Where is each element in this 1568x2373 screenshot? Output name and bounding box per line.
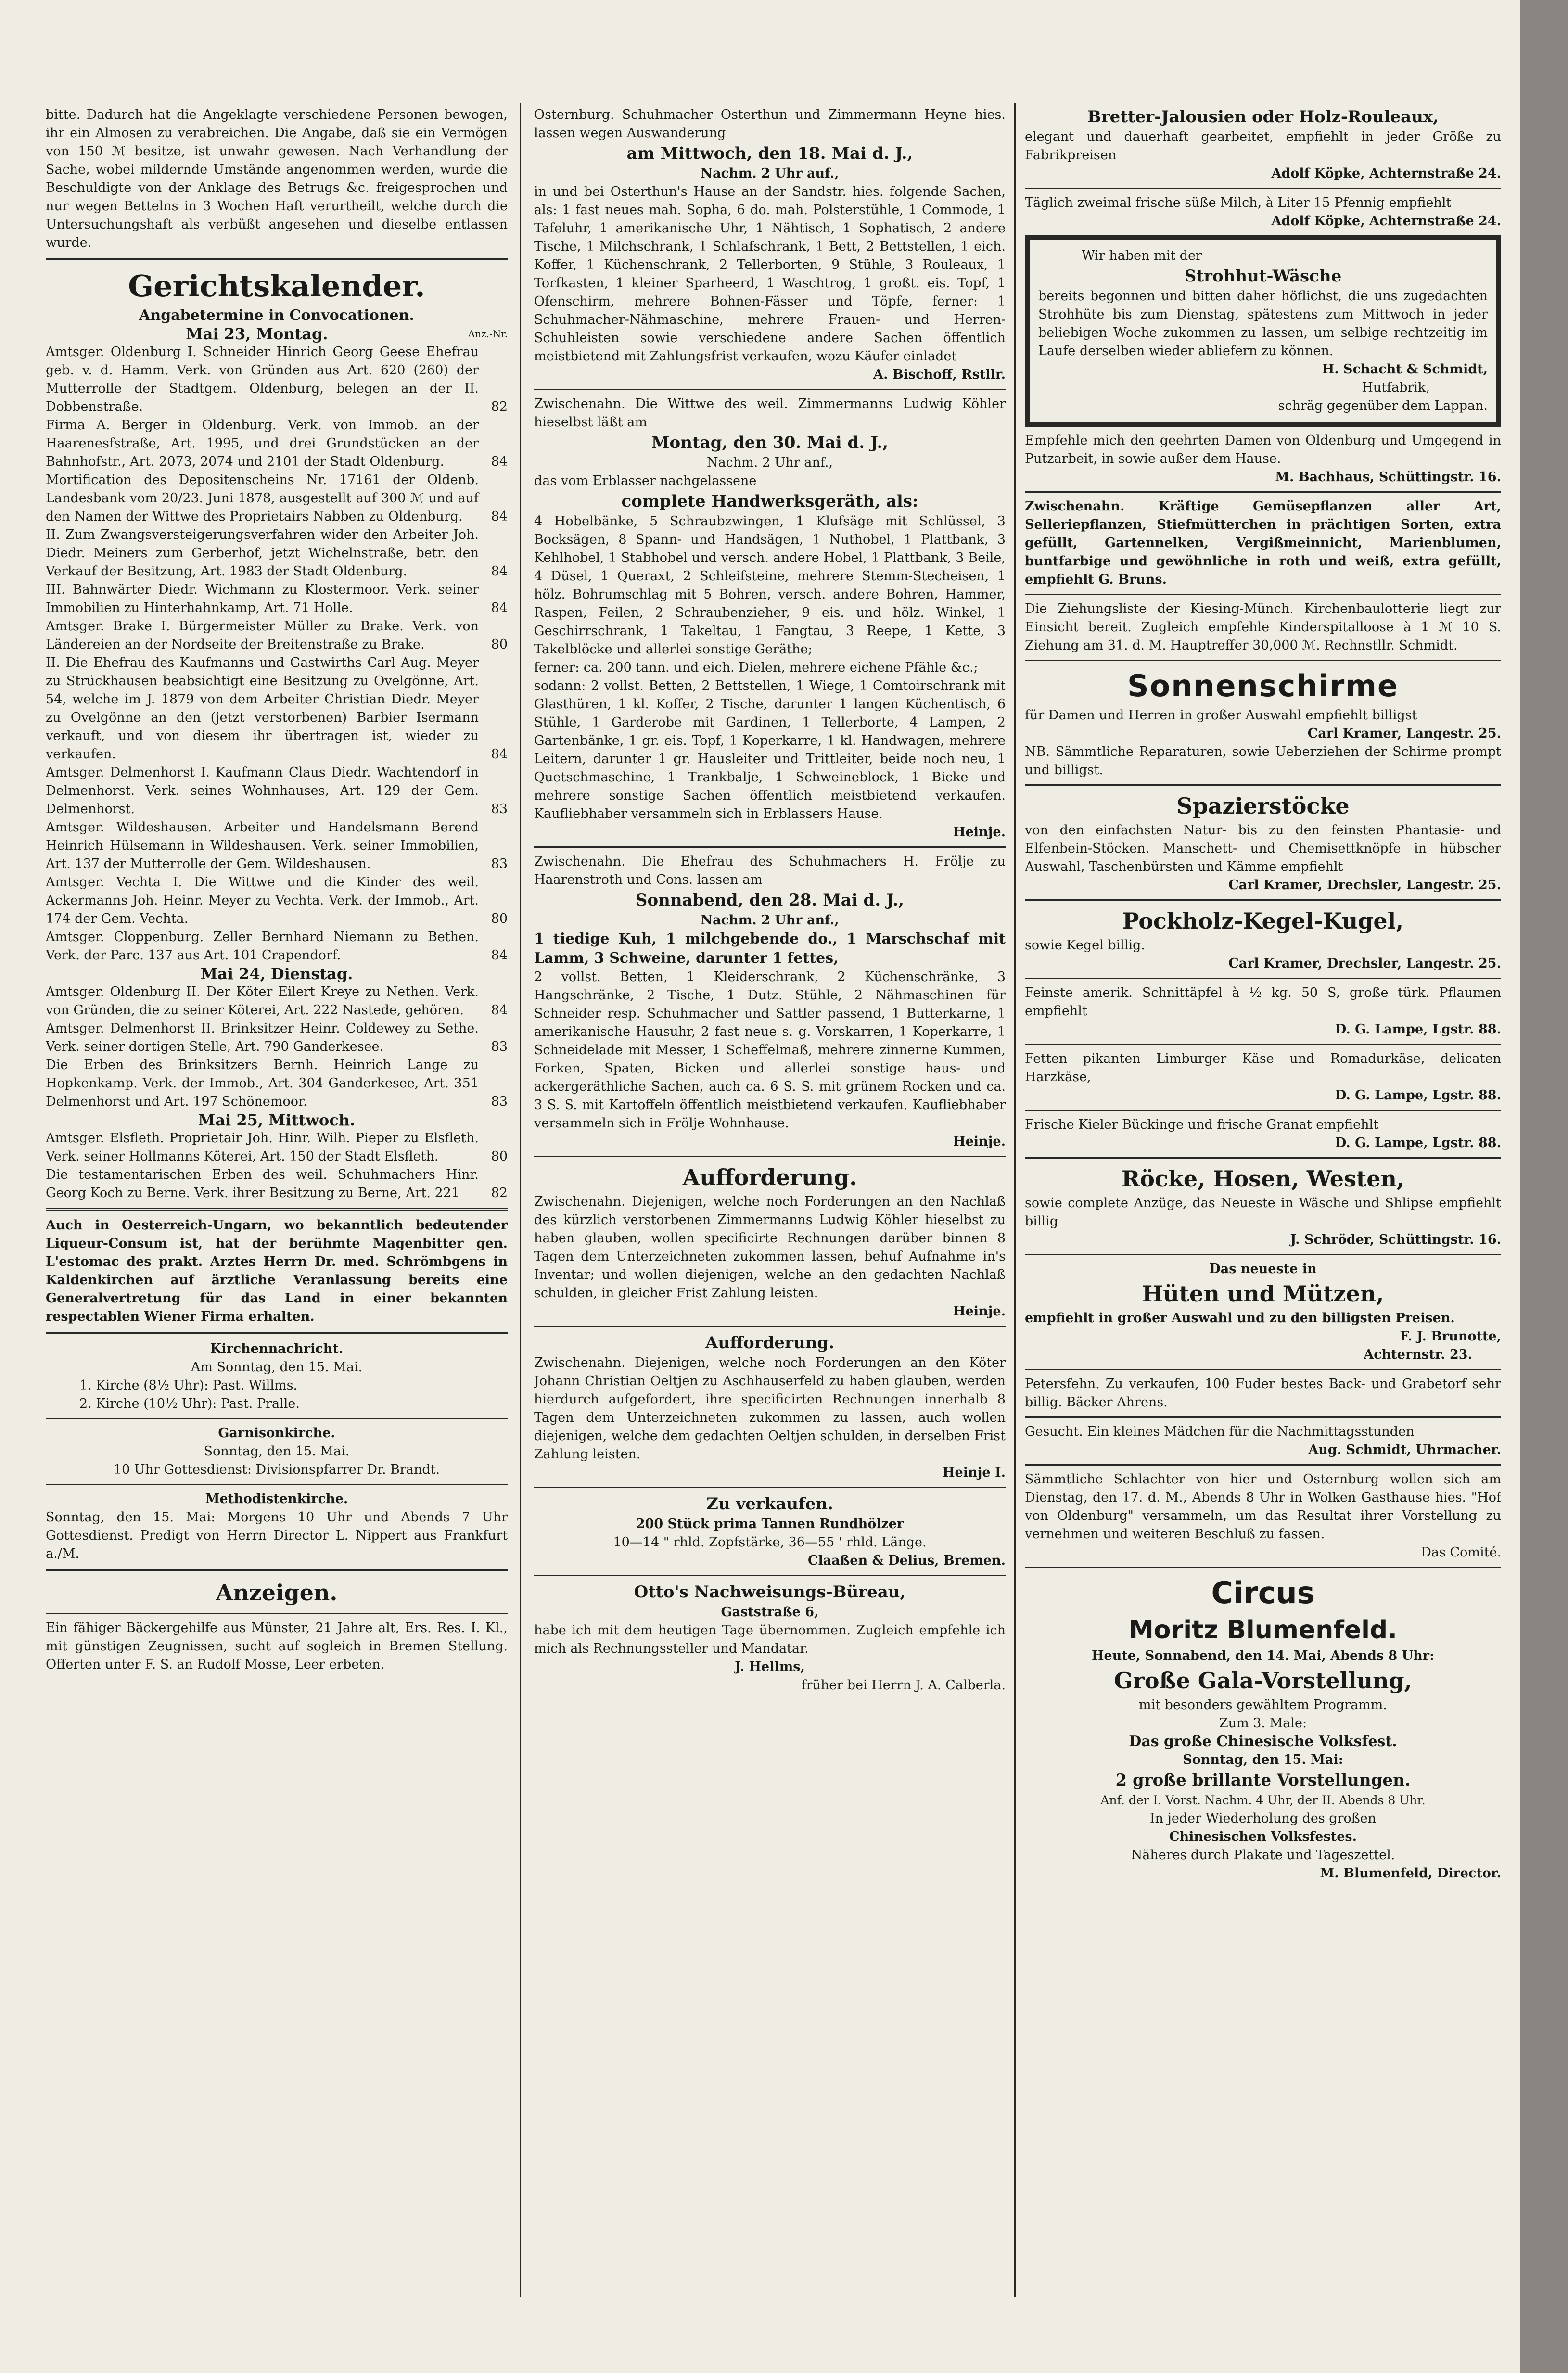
gk-entry bbox=[46, 526, 508, 581]
gk-list bbox=[46, 343, 508, 965]
gk-entry-number: 84 bbox=[491, 600, 508, 615]
divider bbox=[1025, 1416, 1501, 1418]
circus-prog: mit besonders gewähltem Programm. bbox=[1139, 1697, 1387, 1712]
method-title: Methodistenkirche. bbox=[205, 1492, 348, 1506]
auff2-sign: Heinje I. bbox=[943, 1465, 1006, 1480]
gemuese-body: Zwischenahn. Kräftige Gemüsepflanzen aller Art, Selleriepflanzen, Stiefmütterchen in prächtigen Sorten, extra gefüllt, Gartennelken, Vergißmeinnicht, Marienblumen, buntfarbige und gewöhnliche in roth und weiß, extra gefüllt, empfiehlt G. Bruns. bbox=[1025, 499, 1501, 587]
divider bbox=[534, 389, 1006, 390]
divider bbox=[1025, 1157, 1501, 1159]
gk-entry-text: Firma A. Berger in Oldenburg. Verk. von Immob. an der Haarenesfstraße, Art. 1995, und drei Grundstücken an der Bahnhofstr., Art. 2073, 2074 und 2101 der Stadt Oldenburg. bbox=[46, 418, 479, 469]
ost-body: in und bei Osterthun's Hause an der Sandstr. hies. folgende Sachen, als: 1 fast neues mah. Sopha, 6 do. mah. Polsterstühle, 1 Commode, 1 Tafeluhr, 1 amerikanische Uhr, 1 Nähtisch, 1 Sophatisch, 2 andere Tische, 1 Milchschrank, 1 Schlafschrank, 1 Bett, 2 Bettstellen, 1 eich. Koffer, 1 Küchenschrank, 2 Tellerborten, 9 Stühle, 3 Rouleaux, 1 Torfkasten, 1 kleiner Sparheerd, 1 Waschtrog, 1 großt. eis. Topf, 1 Ofenschirm, mehrere Bohnen-Fässer und Töpfe, ferner: 1 Schuhmacher-Nähmaschine, mehrere Frauen- und Herren-Schuhleisten sowie verschiedene andere Sachen öffentlich meistbietend mit Zahlungsfrist verkaufen, wozu Käufer einladet bbox=[534, 184, 1006, 364]
divider bbox=[1025, 491, 1501, 493]
gk-entry bbox=[46, 1166, 508, 1202]
column-rule bbox=[1014, 103, 1016, 2297]
divider bbox=[534, 1487, 1006, 1488]
gk-entry-text: II. Die Ehefrau des Kaufmanns und Gastwirths Carl Aug. Meyer zu Strückhausen beabsichtigt eine Besitzung zu Ovelgönne, Art. 54, welche im J. 1879 von dem Arbeiter Christian Diedr. Meyer zu Ovelgönne an den (jetzt verstorbenen) Barbier Isermann verkauft, und von diesem ihr übertragen ist, wieder zu verkaufen. bbox=[46, 655, 479, 762]
divider bbox=[534, 1156, 1006, 1157]
gk-entry-text: Amtsger. Oldenburg II. Der Köter Eilert Kreye zu Nethen. Verk. von Gründen, die zu seiner Köterei, Art. 222 Nastede, gehören. bbox=[46, 984, 479, 1018]
circus-chin: Chinesischen Volksfestes. bbox=[1169, 1829, 1357, 1844]
gk-entry-text: Amtsger. Delmenhorst II. Brinksitzer Heinr. Coldewey zu Sethe. Verk. seiner dortigen Stelle, Art. 790 Ganderkesee. bbox=[46, 1021, 479, 1054]
kirchen-line: Am Sonntag, den 15. Mai. bbox=[191, 1360, 363, 1375]
garnison-line: Sonntag, den 15. Mai. bbox=[204, 1444, 350, 1459]
otto-sign2: früher bei Herrn J. A. Calberla. bbox=[801, 1678, 1006, 1693]
apfel-sign: D. G. Lampe, Lgstr. 88. bbox=[1335, 1022, 1501, 1037]
zw2-text: Zwischenahn. Die Ehefrau des Schuhmachers H. Frölje zu Haarenstroth und Cons. lassen am bbox=[534, 854, 1006, 887]
zw1-sign: Heinje. bbox=[953, 825, 1006, 840]
intro-paragraph: bitte. Dadurch hat die Angeklagte verschiedene Personen bewogen, ihr ein Almosen zu verabreichen. Die Angabe, daß sie ein Vermögen von 150 ℳ besitze, ist unwahr gewesen. Nach Verhandlung der Sache, wobei mildernde Umstände angenommen werden, wurde die Beschuldigte von der Anklage des Betrugs &c. freigesprochen und nur wegen Bettelns in 3 Wochen Haft verurtheilt, welche durch die Untersuchungshaft als verbüßt angesehen und dieselbe entlassen wurde. bbox=[46, 107, 508, 250]
sonnen-title: Sonnenschirme bbox=[1127, 668, 1399, 703]
verk-line: 10—14 " rhld. Zopfstärke, 36—55 ' rhld. Länge. bbox=[613, 1535, 927, 1550]
stroh-title: Strohhut-Wäsche bbox=[1184, 267, 1342, 286]
gk-entry-number: 83 bbox=[491, 802, 508, 817]
divider bbox=[1025, 1254, 1501, 1255]
verk-title: Zu verkaufen. bbox=[706, 1494, 833, 1514]
kaese-body: Fetten pikanten Limburger Käse und Romadurkäse, delicaten Harzkäse, bbox=[1025, 1051, 1501, 1084]
circus-sign: M. Blumenfeld, Director. bbox=[1320, 1866, 1501, 1881]
gk-entry bbox=[46, 983, 508, 1020]
gk-entry-number: 84 bbox=[491, 454, 508, 469]
spazier-title: Spazierstöcke bbox=[1176, 793, 1350, 819]
ost-date: am Mittwoch, den 18. Mai d. J., bbox=[626, 144, 913, 163]
schlachter-sign: Das Comité. bbox=[1421, 1545, 1501, 1560]
column-1 bbox=[46, 106, 508, 2362]
hueten-title: Hüten und Mützen, bbox=[1142, 1281, 1384, 1307]
spazier-body: von den einfachsten Natur- bis zu den feinsten Phantasie- und Elfenbein-Stöcken. Manschett- und Chemisettknöpfe in hübscher Auswahl, Taschenbürsten und Kämme empfiehlt bbox=[1025, 823, 1501, 874]
auff2-title: Aufforderung. bbox=[705, 1333, 834, 1352]
gk-entry bbox=[46, 343, 508, 416]
ost-time: Nachm. 2 Uhr auf., bbox=[701, 166, 839, 181]
stroh-intro: Wir haben mit der bbox=[1082, 248, 1202, 263]
hueten-body: empfiehlt in großer Auswahl und zu den billigsten Preisen. bbox=[1025, 1311, 1455, 1326]
gk-entry-text: Amtsger. Oldenburg I. Schneider Hinrich Georg Geese Ehefrau geb. v. d. Hamm. Verk. von Gründen aus Art. 620 (260) der Mutterrolle der Stadtgem. Oldenburg, belegen an der II. Dobbenstraße. bbox=[46, 344, 479, 414]
gk-entry-text: III. Bahnwärter Diedr. Wichmann zu Klostermoor. Verk. seiner Immobilien zu Hinterhahnkamp, Art. 71 Holle. bbox=[46, 582, 479, 615]
garnison-line: 10 Uhr Gottesdienst: Divisionspfarrer Dr. Brandt. bbox=[113, 1462, 440, 1477]
gk-entry-number: 80 bbox=[491, 911, 508, 926]
zw2-time: Nachm. 2 Uhr anf., bbox=[701, 913, 839, 928]
gk-list bbox=[46, 983, 508, 1111]
column-2 bbox=[534, 106, 1006, 2362]
gesucht-body: Gesucht. Ein kleines Mädchen für die Nachmittagsstunden bbox=[1025, 1424, 1415, 1439]
gk-entry-text: Amtsger. Delmenhorst I. Kaufmann Claus Diedr. Wachtendorf in Delmenhorst. Verk. seines Wohnhauses, Art. 129 der Gem. Delmenhorst. bbox=[46, 765, 479, 817]
stroh-sign: H. Schacht & Schmidt, bbox=[1322, 362, 1488, 377]
lotto-body: Die Ziehungsliste der Kiesing-Münch. Kirchenbaulotterie liegt zur Einsicht bereit. Zugleich empfehle Kinderspitalloose à 1 ℳ 10 S. Ziehung am 31. d. M. Hauptreffer 30,000 ℳ. Rechnstllr. Schmidt. bbox=[1025, 601, 1501, 653]
gk-date: Mai 24, Dienstag. bbox=[200, 965, 353, 983]
circus-sunday: Sonntag, den 15. Mai: bbox=[1183, 1752, 1343, 1767]
otto-body: habe ich mit dem heutigen Tage übernommen. Zugleich empfehle ich mich als Rechnungssteller und Mandatar. bbox=[534, 1623, 1006, 1656]
zw2-body: 2 vollst. Betten, 1 Kleiderschrank, 2 Küchenschränke, 3 Hangschränke, 2 Tische, 1 Dutz. Stühle, 2 Nähmaschinen für Schneider resp. Schuhmacher und Sattler passend, 1 Butterkarne, 1 amerikanische Hausuhr, 2 fast neue s. g. Vorskarren, 1 Koperkarre, 1 Schneidelade mit Messer, 1 Scheffelmaß, mehrere zinnerne Kummen, Forken, Spaten, Bicken und allerlei sonstige haus- und ackergeräthliche Sachen, auch ca. 6 S. S. mit grünem Rocken und ca. 3 S. S. mit Kartoffeln öffentlich meistbietend verkaufen. Kaufliebhaber versammeln sich in Frölje Wohnhause. bbox=[534, 970, 1006, 1131]
sonnen-nb: NB. Sämmtliche Reparaturen, sowie Ueberziehen der Schirme prompt und billigst. bbox=[1025, 744, 1501, 778]
gk-entry-number: 82 bbox=[491, 1186, 508, 1200]
auff1-body: Zwischenahn. Diejenigen, welche noch Forderungen an den Nachlaß des kürzlich verstorbenen Zimmermanns Ludwig Köhler hieselbst zu haben glauben, wollen specificirte Rechnungen darüber binnen 8 Tagen dem Unterzeichneten zukommen lassen, behuf Aufnahme in's Inventar; und wollen diejenigen, welche an den gedachten Nachlaß schulden, in gleicher Frist Zahlung leisten. bbox=[534, 1194, 1006, 1301]
bretter-title: Bretter-Jalousien oder Holz-Rouleaux, bbox=[1087, 107, 1439, 127]
gk-entry bbox=[46, 1129, 508, 1166]
zw1-text: Zwischenahn. Die Wittwe des weil. Zimmermanns Ludwig Köhler hieselbst läßt am bbox=[534, 396, 1006, 430]
roecke-sign: J. Schröder, Schüttingstr. 16. bbox=[1290, 1232, 1501, 1247]
gk-entry-text: Amtsger. Elsfleth. Proprietair Joh. Hinr. Wilh. Pieper zu Elsfleth. Verk. seiner Hollmanns Köterei, Art. 150 der Stadt Elsfleth. bbox=[46, 1131, 479, 1164]
method-text: Sonntag, den 15. Mai: Morgens 10 Uhr und Abends 7 Uhr Gottesdienst. Predigt von Herrn Director L. Nippert aus Frankfurt a./M. bbox=[46, 1510, 508, 1561]
gk-entry bbox=[46, 654, 508, 764]
peter-body: Petersfehn. Zu verkaufen, 100 Fuder bestes Back- und Grabetorf sehr billig. Bäcker Ahrens. bbox=[1025, 1377, 1501, 1410]
divider bbox=[46, 1569, 508, 1571]
gk-entry-number: 84 bbox=[491, 948, 508, 963]
gk-entry bbox=[46, 873, 508, 928]
gk-entry-text: Amtsger. Cloppenburg. Zeller Bernhard Niemann zu Bethen. Verk. der Parc. 137 aus Art. 101 Crapendorf. bbox=[46, 930, 479, 963]
sonnen-sign: Carl Kramer, Langestr. 25. bbox=[1307, 726, 1501, 741]
garnison-title: Garnisonkirche. bbox=[218, 1426, 335, 1441]
roecke-title: Röcke, Hosen, Westen, bbox=[1122, 1166, 1404, 1192]
circus-date: Heute, Sonnabend, den 14. Mai, Abends 8 Uhr: bbox=[1092, 1648, 1434, 1663]
divider bbox=[46, 1613, 508, 1614]
kirchen-line: 1. Kirche (8½ Uhr): Past. Willms. bbox=[79, 1378, 298, 1393]
kegel-sign: Carl Kramer, Drechsler, Langestr. 25. bbox=[1228, 956, 1501, 971]
circus-title: Circus bbox=[1211, 1575, 1315, 1610]
divider bbox=[46, 1484, 508, 1485]
gk-entry bbox=[46, 764, 508, 818]
verk-line: 200 Stück prima Tannen Rundhölzer bbox=[636, 1517, 904, 1531]
otto-addr: Gaststraße 6, bbox=[721, 1605, 819, 1620]
circus-zettel: Näheres durch Plakate und Tageszettel. bbox=[1131, 1848, 1395, 1863]
sonnen-body: für Damen und Herren in großer Auswahl empfiehlt billigst bbox=[1025, 708, 1417, 723]
stroh-sign3: schräg gegenüber dem Lappan. bbox=[1278, 398, 1488, 413]
auff1-title: Aufforderung. bbox=[682, 1164, 857, 1190]
zw1-head: complete Handwerksgeräth, als: bbox=[621, 492, 918, 511]
bueck-body: Frische Kieler Bückinge und frische Granat empfiehlt bbox=[1025, 1117, 1378, 1132]
hueten-pre: Das neueste in bbox=[1209, 1262, 1317, 1276]
gk-entry bbox=[46, 416, 508, 471]
circus-name: Moritz Blumenfeld. bbox=[1129, 1616, 1397, 1645]
gk-entry bbox=[46, 928, 508, 965]
gk-entry-number: 83 bbox=[491, 856, 508, 871]
hueten-sign: F. J. Brunotte, bbox=[1400, 1329, 1501, 1344]
gk-entry-text: II. Zum Zwangsversteigerungsverfahren wider den Arbeiter Joh. Diedr. Meiners zum Gerberhof, jetzt Wichelnstraße, betr. den Verkauf der Besitzung, Art. 1983 der Stadt Oldenburg. bbox=[46, 527, 479, 579]
gk-entry-number: 82 bbox=[491, 399, 508, 414]
gesucht-sign: Aug. Schmidt, Uhrmacher. bbox=[1308, 1442, 1501, 1457]
auff1-sign: Heinje. bbox=[953, 1304, 1006, 1319]
zw1-time: Nachm. 2 Uhr anf., bbox=[706, 455, 833, 470]
gk-entry bbox=[46, 818, 508, 873]
divider bbox=[1025, 188, 1501, 189]
spazier-sign: Carl Kramer, Drechsler, Langestr. 25. bbox=[1228, 878, 1501, 893]
circus-fest: Das große Chinesische Volksfest. bbox=[1129, 1733, 1397, 1750]
gk-date: Mai 23, Montag. bbox=[186, 325, 328, 343]
stroh-sign2: Hutfabrik, bbox=[1362, 380, 1430, 395]
gk-entry-text: Amtsger. Vechta I. Die Wittwe und die Kinder des weil. Ackermanns Joh. Heinr. Meyer zu Vechta. Verk. der Immob., Art. 174 der Gem. Vechta. bbox=[46, 875, 479, 926]
gk-entry-text: Amtsger. Wildeshausen. Arbeiter und Handelsmann Berend Heinrich Hülsemann in Wildeshausen. Verk. seiner Immobilien, Art. 137 der Mutterrolle der Gem. Wildeshausen. bbox=[46, 820, 479, 871]
divider bbox=[1025, 594, 1501, 595]
circus-mal: Zum 3. Male: bbox=[1219, 1716, 1307, 1731]
gk-anz-label: Anz.-Nr. bbox=[468, 328, 508, 340]
divider bbox=[46, 1418, 508, 1419]
gk-entry-number: 83 bbox=[491, 1039, 508, 1054]
bretter-sign: Adolf Köpke, Achternstraße 24. bbox=[1271, 166, 1501, 181]
circus-two: 2 große brillante Vorstellungen. bbox=[1115, 1771, 1411, 1790]
divider bbox=[1025, 784, 1501, 786]
gk-subtitle: Angabetermine in Convocationen. bbox=[139, 307, 414, 324]
divider bbox=[534, 846, 1006, 848]
gk-entry-number: 84 bbox=[491, 1003, 508, 1018]
stroh-body: bereits begonnen und bitten daher höflichst, die uns zugedachten Strohhüte bis zum Dienstag, spätestens zum Mittwoch in jeder beliebigen Woche zukommen zu lassen, um selbige rechtzeitig im Laufe derselben wieder abliefern zu können. bbox=[1038, 289, 1488, 358]
zw1-ferner: ferner: ca. 200 tann. und eich. Dielen, mehrere eichene Pfähle &c.; bbox=[534, 660, 978, 675]
divider bbox=[534, 1326, 1006, 1327]
gk-entry bbox=[46, 1056, 508, 1111]
kegel-title: Pockholz-Kegel-Kugel, bbox=[1122, 908, 1404, 934]
kirchen-line: 2. Kirche (10½ Uhr): Past. Pralle. bbox=[79, 1396, 300, 1411]
kegel-body: sowie Kegel billig. bbox=[1025, 938, 1146, 953]
gk-list bbox=[46, 1129, 508, 1202]
gk-entry bbox=[46, 471, 508, 526]
gk-entry-number: 83 bbox=[491, 1094, 508, 1109]
gk-entry-number: 80 bbox=[491, 1149, 508, 1164]
otto-title: Otto's Nachweisungs-Büreau, bbox=[634, 1582, 906, 1602]
divider bbox=[1025, 899, 1501, 901]
kirchen-title: Kirchennachricht. bbox=[210, 1341, 344, 1356]
anzeigen-title: Anzeigen. bbox=[216, 1580, 338, 1606]
column-rule bbox=[520, 103, 521, 2297]
zw2-sign: Heinje. bbox=[953, 1134, 1006, 1149]
gk-entry-number: 84 bbox=[491, 509, 508, 524]
gk-entry bbox=[46, 617, 508, 654]
gk-entry bbox=[46, 1020, 508, 1056]
apfel-body: Feinste amerik. Schnittäpfel à ½ kg. 50 S, große türk. Pflaumen empfiehlt bbox=[1025, 985, 1501, 1019]
zw1-body: 4 Hobelbänke, 5 Schraubzwingen, 1 Klufsäge mit Schlüssel, 3 Bocksägen, 8 Spann- und Handsägen, 1 Nuthobel, 1 Plattbank, 3 Kehlhobel, 1 Stabhobel und versch. andere Hobel, 1 Plattbank, 3 Beile, 4 Düsel, 1 Queraxt, 2 Schleifsteine, mehrere Stemm-Stecheisen, 1 hölz. Bohrumschlag mit 5 Bohren, versch. andere Bohren, Hammer, Raspen, Feilen, 2 Schraubenzieher, 9 eis. und hölz. Winkel, 1 Geschirrschrank, 1 Takeltau, 1 Fangtau, 3 Reepe, 1 Kette, 3 Takelblöcke und allerlei sonstige Geräthe; bbox=[534, 514, 1006, 657]
circus-wied: In jeder Wiederholung des großen bbox=[1149, 1811, 1377, 1826]
putz-sign: M. Bachhaus, Schüttingstr. 16. bbox=[1275, 470, 1501, 485]
gk-entry-number: 84 bbox=[491, 564, 508, 579]
divider bbox=[46, 1332, 508, 1334]
verk-sign: Claaßen & Delius, Bremen. bbox=[808, 1553, 1006, 1568]
gk-date: Mai 25, Mittwoch. bbox=[198, 1111, 356, 1129]
milch-sign: Adolf Köpke, Achternstraße 24. bbox=[1271, 214, 1501, 229]
ost-text: Osternburg. Schuhmacher Osterthun und Zimmermann Heyne hies. lassen wegen Auswanderung bbox=[534, 107, 1006, 140]
zw1-date: Montag, den 30. Mai d. J., bbox=[651, 433, 889, 452]
gk-entry-text: Die Erben des Brinksitzers Bernh. Heinrich Lange zu Hopkenkamp. Verk. der Immob., Art. 304 Ganderkesee, Art. 351 Delmenhorst und Art. 197 Schönemoor. bbox=[46, 1058, 479, 1109]
milch-body: Täglich zweimal frische süße Milch, à Liter 15 Pfennig empfiehlt bbox=[1025, 195, 1452, 210]
strohhut-box bbox=[1025, 235, 1501, 427]
baecker-ad: Ein fähiger Bäckergehilfe aus Münster, 21 Jahre alt, Ers. Res. I. Kl., mit günstigen Zeugnissen, sucht auf sogleich in Bremen Stellung. Offerten unter F. S. an Rudolf Mosse, Leer erbeten. bbox=[46, 1620, 508, 1672]
divider bbox=[46, 258, 508, 260]
divider bbox=[1025, 660, 1501, 661]
putz-body: Empfehle mich den geehrten Damen von Oldenburg und Umgegend in Putzarbeit, in sowie außer dem Hause. bbox=[1025, 433, 1501, 466]
bueck-sign: D. G. Lampe, Lgstr. 88. bbox=[1335, 1135, 1501, 1150]
divider bbox=[1025, 1567, 1501, 1568]
otto-sign: J. Hellms, bbox=[735, 1659, 805, 1674]
gk-entry-text: Die testamentarischen Erben des weil. Schuhmachers Hinr. Georg Koch zu Berne. Verk. ihrer Besitzung zu Berne, Art. 221 bbox=[46, 1167, 479, 1200]
divider bbox=[46, 1208, 508, 1211]
divider bbox=[1025, 1369, 1501, 1370]
divider bbox=[1025, 978, 1501, 979]
schlachter-body: Sämmtliche Schlachter von hier und Osternburg wollen sich am Dienstag, den 17. d. M., Abends 8 Uhr in Wolken Gasthause hies. "Hof von Oldenburg" versammeln, um das Resultat ihrer Vorstellung zu vernehmen und weiteren Beschluß zu fassen. bbox=[1025, 1472, 1501, 1542]
circus-anf: Anf. der I. Vorst. Nachm. 4 Uhr, der II. Abends 8 Uhr. bbox=[1100, 1793, 1426, 1807]
gk-entry-number: 84 bbox=[491, 747, 508, 762]
auff2-body: Zwischenahn. Diejenigen, welche noch Forderungen an den Köter Johann Christian Oeltjen zu Aschhauserfeld zu haben glauben, werden hierdurch aufgefordert, ihre specificirten Rechnungen innerhalb 8 Tagen dem Unterzeichneten zukommen zu lassen, auch wollen diejenigen, welche dem gedachten Oeltjen schulden, in derselben Frist Zahlung leisten. bbox=[534, 1355, 1006, 1462]
gk-entry-number: 80 bbox=[491, 637, 508, 652]
zw2-date: Sonnabend, den 28. Mai d. J., bbox=[635, 891, 905, 910]
kaese-sign: D. G. Lampe, Lgstr. 88. bbox=[1335, 1088, 1501, 1103]
gk-entry-text: Amtsger. Brake I. Bürgermeister Müller zu Brake. Verk. von Ländereien an der Nordseite der Breitenstraße zu Brake. bbox=[46, 619, 479, 652]
liqueur-notice: Auch in Oesterreich-Ungarn, wo bekanntlich bedeutender Liqueur-Consum ist, hat der berühmte Magenbitter gen. L'estomac des prakt. Arztes Herrn Dr. med. Schrömbgens in Kaldenkirchen auf ärztliche Veranlassung bereits eine Generalvertretung für das Land in einer bekannten respectablen Wiener Firma erhalten. bbox=[46, 1218, 508, 1324]
divider bbox=[1025, 1464, 1501, 1466]
gk-entry bbox=[46, 581, 508, 617]
divider bbox=[1025, 1110, 1501, 1111]
zw1-line: das vom Erblasser nachgelassene bbox=[534, 473, 757, 488]
gerichtskalender-title: Gerichtskalender. bbox=[128, 268, 425, 304]
divider bbox=[1025, 1044, 1501, 1045]
column-3 bbox=[1025, 106, 1501, 2362]
zw1-sodann: sodann: 2 vollst. Betten, 2 Bettstellen, 1 Wiege, 1 Comtoirschrank mit Glasthüren, 1 kl. Koffer, 2 Tische, darunter 1 langen Küchentisch, 6 Stühle, 1 Garderobe mit Gardinen, 1 Tellerborte, 4 Lampen, 2 Gartenbänke, 1 gr. eis. Topf, 1 Koperkarre, 1 kl. Handwagen, mehrere Leitern, darunter 1 gr. Hausleiter und Trittleiter, beide noch neu, 1 Quetschmaschine, 1 Trankbalje, 1 Schweineblock, 1 Bicke und mehrere sonstige Sachen öffentlich meistbietend verkaufen. Kaufliebhaber versammeln sich in Erblassers Hause. bbox=[534, 678, 1006, 821]
divider bbox=[534, 1575, 1006, 1576]
circus-gala: Große Gala-Vorstellung, bbox=[1114, 1668, 1412, 1694]
bretter-body: elegant und dauerhaft gearbeitet, empfiehlt in jeder Größe zu Fabrikpreisen bbox=[1025, 129, 1501, 163]
ost-sign: A. Bischoff, Rstllr. bbox=[873, 367, 1006, 382]
hueten-sign2: Achternstr. 23. bbox=[1364, 1347, 1472, 1362]
zw2-bold: 1 tiedige Kuh, 1 milchgebende do., 1 Marschschaf mit Lamm, 3 Schweine, darunter 1 fettes, bbox=[534, 931, 1006, 967]
roecke-body: sowie complete Anzüge, das Neueste in Wäsche und Shlipse empfiehlt billig bbox=[1025, 1196, 1501, 1229]
gk-entry-text: Mortification des Depositenscheins Nr. 17161 der Oldenb. Landesbank vom 20/23. Juni 1878, ausgestellt auf 300 ℳ und auf den Namen der Wittwe des Proprietairs Nabben zu Oldenburg. bbox=[46, 472, 479, 524]
